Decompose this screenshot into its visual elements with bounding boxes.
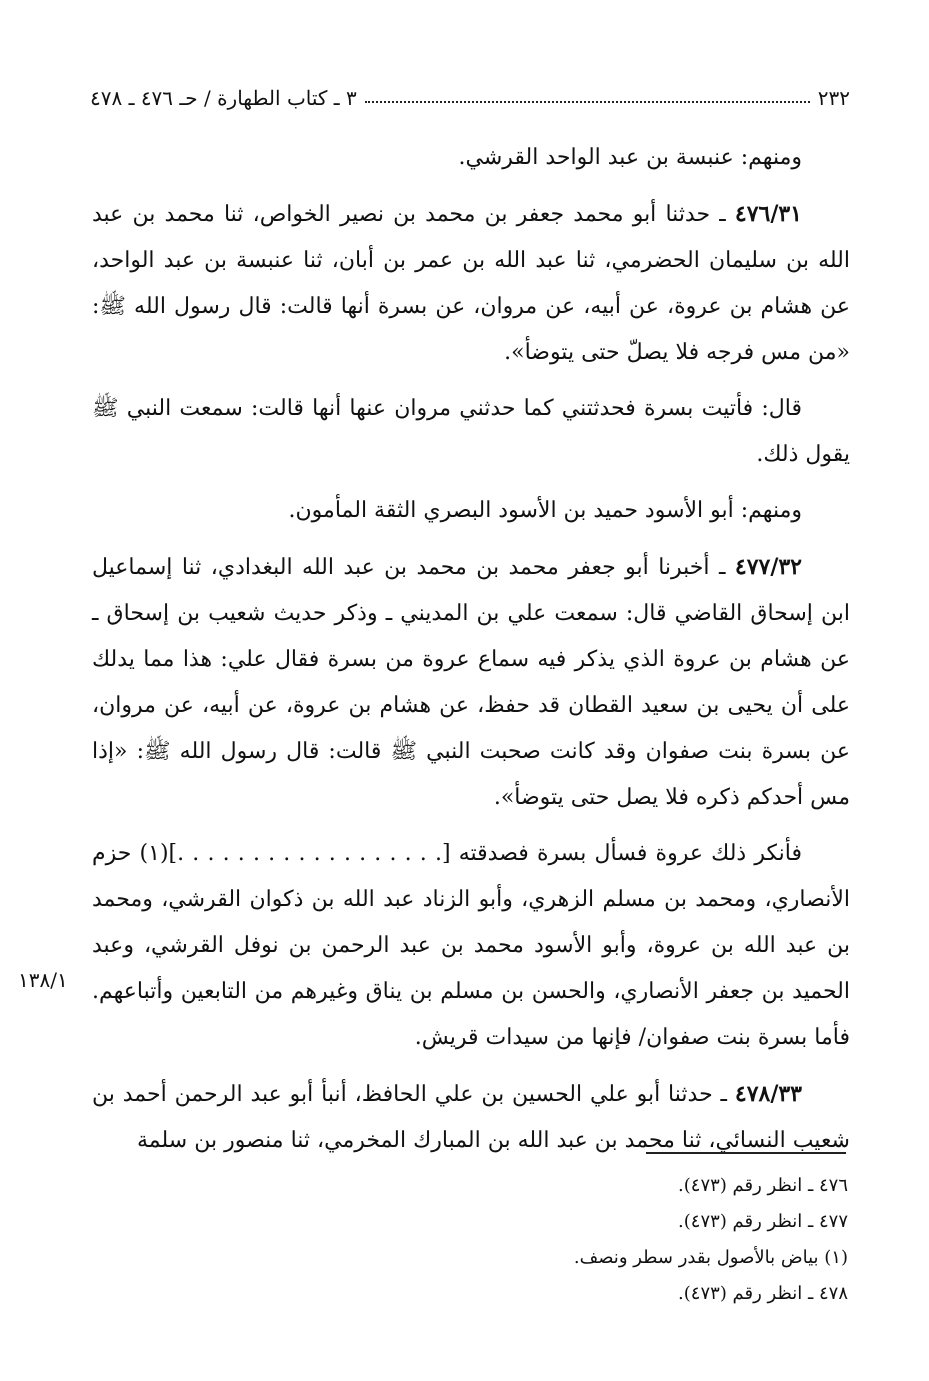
footnote-item: (١) بياض بالأصول بقدر سطر ونصف.	[573, 1247, 848, 1268]
footnote-item: ٤٧٨ ـ انظر رقم (٤٧٣).	[678, 1283, 848, 1304]
page-header	[90, 80, 850, 116]
main-text	[92, 135, 850, 1174]
hadith-476-text: ـ حدثنا أبو محمد جعفر بن محمد بن نصير الخواص، ثنا محمد بن عبد الله بن سليمان الحضرمي، ثنا عبد الله بن عمر بن أبان، ثنا عنبسة بن عبد الواحد، عن هشام بن عروة، عن أبيه، عن مروان، عن بسرة أنها قالت: قال رسول الله ﷺ: «من مس فرجه فلا يصلّ حتى يتوضأ».	[92, 202, 850, 365]
page-number: ٢٣٢	[817, 86, 850, 110]
paragraph-hadith-476	[92, 191, 850, 376]
footnote-item: ٤٧٧ ـ انظر رقم (٤٧٣).	[678, 1211, 848, 1232]
header-dotted-leader	[365, 101, 810, 103]
hadith-477-text: ـ أخبرنا أبو جعفر محمد بن محمد بن عبد الله البغدادي، ثنا إسماعيل ابن إسحاق القاضي قال: سمعت علي بن المديني ـ وذكر حديث شعيب بن إسحاق ـ عن هشام بن عروة الذي يذكر فيه سماع عروة من بسرة فقال علي: هذا مما يدلك على أن يحيى بن سعيد القطان قد حفظ، عن هشام بن عروة، عن أبيه، عن مروان، عن بسرة بنت صفوان وقد كانت صحبت النبي ﷺ قالت: قال رسول الله ﷺ: «إذا مس أحدكم ذكره فلا يصل حتى يتوضأ».	[92, 555, 850, 810]
paragraph-narrator-anbasa: ومنهم: عنبسة بن عبد الواحد القرشي.	[458, 145, 802, 170]
paragraph-narrator-abul-aswad: ومنهم: أبو الأسود حميد بن الأسود البصري الثقة المأمون.	[288, 498, 802, 523]
hadith-number-477: ٤٧٧/٣٢	[734, 554, 802, 580]
hadith-number-476: ٤٧٦/٣١	[734, 201, 802, 227]
running-title: ٣ ـ كتاب الطهارة / حـ ٤٧٦ ـ ٤٧٨	[90, 86, 357, 110]
paragraph-urwa-objection: فأنكر ذلك عروة فسأل بسرة فصدقته [. . . . . . . . . . . . . . . . . .](١) حزم الأنصاري، ومحمد بن مسلم الزهري، وأبو الزناد عبد الله بن ذكوان القرشي، ومحمد بن عبد الله بن عروة، وأبو الأسود محمد بن عبد الرحمن بن نوفل القرشي، وعبد الحميد بن جعفر الأنصاري، والحسن بن مسلم بن يناق وغيرهم من التابعين وأتباعهم. فأما بسرة بنت صفوان/ فإنها من سيدات قريش.	[92, 841, 850, 1050]
paragraph-hadith-478	[92, 1071, 850, 1164]
paragraph-hadith-477	[92, 544, 850, 821]
hadith-number-478: ٤٧٨/٣٣	[734, 1081, 802, 1107]
paragraph-busra-report: قال: فأتيت بسرة فحدثتني كما حدثني مروان عنها أنها قالت: سمعت النبي ﷺ يقول ذلك.	[92, 396, 850, 467]
manuscript-folio-marker: ١٣٨/١	[18, 968, 68, 992]
footnote-separator	[646, 1152, 846, 1154]
footnote-item: ٤٧٦ ـ انظر رقم (٤٧٣).	[678, 1175, 848, 1196]
footnotes	[92, 1168, 848, 1312]
hadith-478-text: ـ حدثنا أبو علي الحسين بن علي الحافظ، أنبأ أبو عبد الرحمن أحمد بن شعيب النسائي، ثنا محمد بن عبد الله بن المبارك المخرمي، ثنا منصور بن سلمة	[92, 1082, 850, 1153]
